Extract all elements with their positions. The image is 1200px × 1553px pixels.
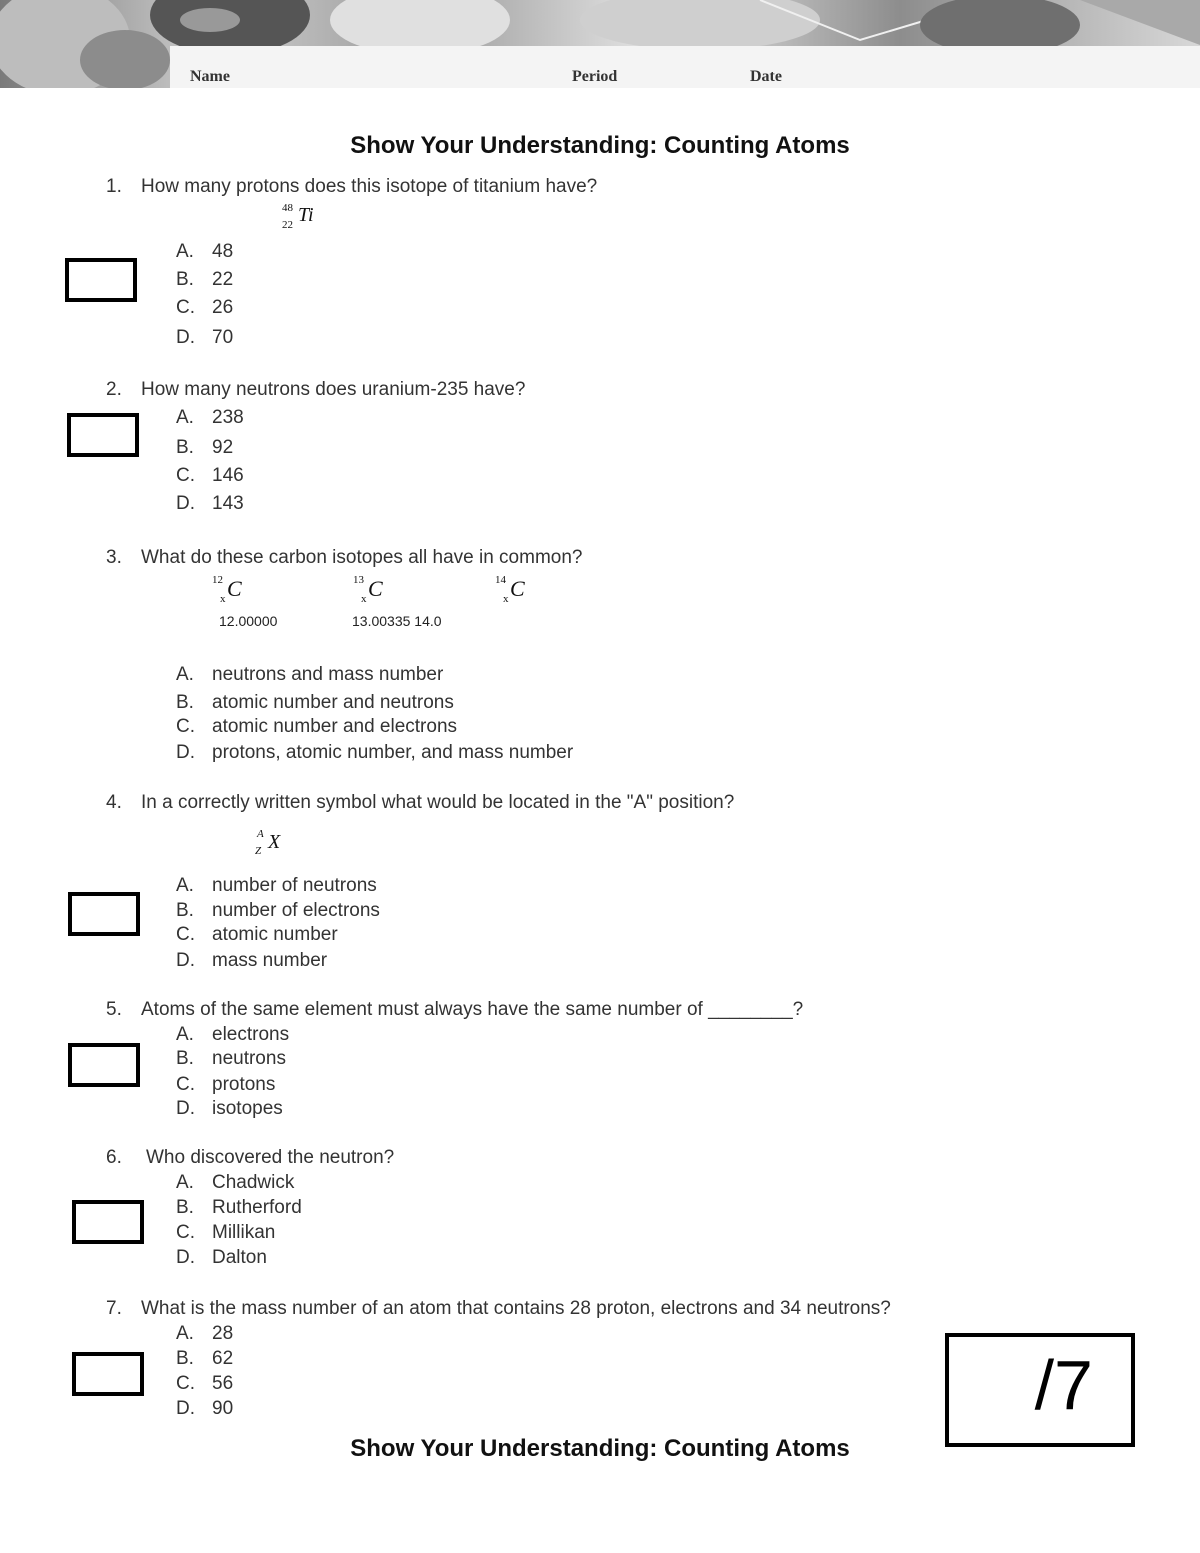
question-6-number: 6. (106, 1147, 122, 1168)
question-5-number: 5. (106, 999, 122, 1020)
titanium-isotope-symbol (282, 202, 314, 231)
option-1d[interactable]: D. 70 (176, 327, 234, 348)
option-6c[interactable]: C. Millikan (176, 1222, 276, 1243)
header-strip (170, 46, 1200, 88)
question-3-text: What do these carbon isotopes all have in common? (141, 547, 583, 568)
isotope-element: Ti (298, 204, 314, 226)
option-1b[interactable]: B. 22 (176, 269, 234, 290)
answer-box-1[interactable] (65, 258, 137, 302)
option-3c[interactable]: C. atomic number and electrons (176, 716, 458, 737)
option-2b[interactable]: B. 92 (176, 437, 234, 458)
carbon-12-mass: 12.00000 (219, 613, 278, 629)
question-2-number: 2. (106, 379, 122, 400)
carbon-13-14-mass: 13.00335 14.0 (352, 613, 442, 629)
option-7d[interactable]: D. 90 (176, 1398, 234, 1419)
option-1c[interactable]: C. 26 (176, 297, 234, 318)
option-5b[interactable]: B. neutrons (176, 1048, 286, 1069)
option-7b[interactable]: B. 62 (176, 1348, 234, 1369)
date-label: Date (750, 68, 782, 85)
period-label: Period (572, 68, 618, 85)
option-4d[interactable]: D. mass number (176, 950, 328, 971)
question-4-number: 4. (106, 792, 122, 813)
answer-box-4[interactable] (68, 892, 140, 936)
option-5d[interactable]: D. isotopes (176, 1098, 283, 1119)
question-5-text: Atoms of the same element must always have the same number of ________? (141, 999, 804, 1020)
option-4c[interactable]: C. atomic number (176, 924, 338, 945)
generic-isotope-symbol: A Z X (255, 828, 281, 857)
score-total: /7 (1034, 1346, 1093, 1424)
answer-box-2[interactable] (67, 413, 139, 457)
option-3b[interactable]: B. atomic number and neutrons (176, 692, 454, 713)
option-4b[interactable]: B. number of electrons (176, 900, 380, 921)
option-5a[interactable]: A. electrons (176, 1024, 290, 1045)
option-7a[interactable]: A. 28 (176, 1323, 234, 1344)
answer-box-5[interactable] (68, 1043, 140, 1087)
question-7-text: What is the mass number of an atom that contains 28 proton, electrons and 34 neutrons? (141, 1298, 891, 1319)
option-6d[interactable]: D. Dalton (176, 1247, 267, 1268)
option-2d[interactable]: D. 143 (176, 493, 244, 514)
option-5c[interactable]: C. protons (176, 1074, 276, 1095)
question-3-number: 3. (106, 547, 122, 568)
question-7-number: 7. (106, 1298, 122, 1319)
carbon-14-symbol: 14 x C (495, 574, 525, 605)
option-6a[interactable]: A. Chadwick (176, 1172, 295, 1193)
footer-title: Show Your Understanding: Counting Atoms (350, 1435, 850, 1462)
option-3a[interactable]: A. neutrons and mass number (176, 664, 444, 685)
option-4a[interactable]: A. number of neutrons (176, 875, 377, 896)
option-7c[interactable]: C. 56 (176, 1373, 234, 1394)
isotope-atomic-number: 22 (282, 219, 293, 231)
carbon-13-symbol: 13 x C (353, 574, 383, 605)
question-2-text: How many neutrons does uranium-235 have? (141, 379, 526, 400)
question-1-text: How many protons does this isotope of titanium have? (141, 176, 598, 197)
question-4-text: In a correctly written symbol what would be located in the "A" position? (141, 792, 735, 813)
question-6-text: Who discovered the neutron? (146, 1147, 395, 1168)
option-1a[interactable]: A. 48 (176, 241, 234, 262)
answer-box-7[interactable] (72, 1352, 144, 1396)
answer-box-6[interactable] (72, 1200, 144, 1244)
carbon-12-symbol: 12 x C (212, 574, 242, 605)
option-3d[interactable]: D. protons, atomic number, and mass number (176, 742, 574, 763)
isotope-mass-number: 48 (282, 202, 293, 214)
option-2c[interactable]: C. 146 (176, 465, 244, 486)
score-box (945, 1333, 1135, 1447)
option-2a[interactable]: A. 238 (176, 407, 244, 428)
question-1-number: 1. (106, 176, 122, 197)
name-label: Name (190, 68, 230, 85)
option-6b[interactable]: B. Rutherford (176, 1197, 302, 1218)
page-title: Show Your Understanding: Counting Atoms (350, 132, 850, 159)
